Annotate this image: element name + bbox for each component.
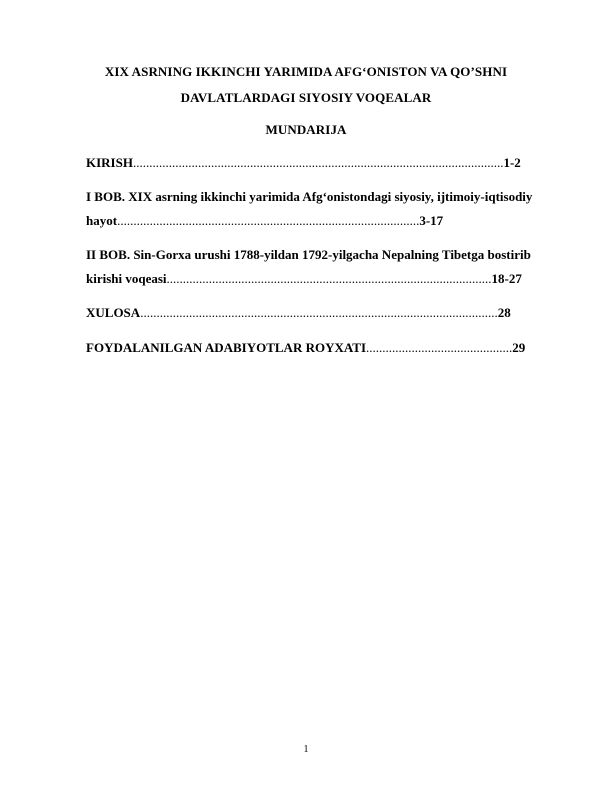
toc-entry-chapter-1-line-2 xyxy=(86,213,443,229)
toc-entry-page: 1-2 xyxy=(503,155,521,170)
contents-heading: MUNDARIJA xyxy=(265,122,347,137)
toc-entry-title: hayot xyxy=(86,213,118,228)
toc-entry-references xyxy=(86,340,525,356)
toc-entry-kirish xyxy=(86,155,521,171)
toc-leader-dots: ............................................. xyxy=(366,340,513,355)
toc-entry-chapter-2-line-1 xyxy=(86,247,531,263)
toc-entry-page: 18-27 xyxy=(491,271,522,286)
toc-entry-title: II BOB. Sin-Gorxa urushi 1788-yildan 1792-yilgacha Nepalning Tibetga bostirib xyxy=(86,247,531,262)
toc-entry-page: 28 xyxy=(497,305,511,320)
toc-entry-title: KIRISH xyxy=(86,155,133,170)
toc-entry-xulosa xyxy=(86,305,511,321)
toc-leader-dots: .............................................................................................................. xyxy=(140,305,498,320)
toc-entry-chapter-2-line-2 xyxy=(86,271,522,287)
document-title-line-2: DAVLATLARDAGI SIYOSIY VOQEALAR xyxy=(180,90,432,105)
page-number: 1 xyxy=(303,744,309,755)
toc-leader-dots: .................................................................................................................. xyxy=(132,155,504,170)
toc-entry-chapter-1-line-1 xyxy=(86,189,532,205)
toc-entry-page: 29 xyxy=(512,340,526,355)
toc-entry-title: FOYDALANILGAN ADABIYOTLAR ROYXATI xyxy=(86,340,367,355)
toc-entry-title: I BOB. XIX asrning ikkinchi yarimida Afg‘onistondagi siyosiy, ijtimoiy-iqtisodiy xyxy=(86,189,533,204)
toc-leader-dots: .................................................................................................... xyxy=(166,271,492,286)
document-title-line-1: XIX ASRNING IKKINCHI YARIMIDA AFG‘ONISTON VA QO’SHNI xyxy=(104,64,508,79)
toc-entry-page: 3-17 xyxy=(419,213,444,228)
toc-entry-title: kirishi voqeasi xyxy=(86,271,167,286)
toc-entry-title: XULOSA xyxy=(86,305,141,320)
toc-leader-dots: ............................................................................................. xyxy=(117,213,420,228)
